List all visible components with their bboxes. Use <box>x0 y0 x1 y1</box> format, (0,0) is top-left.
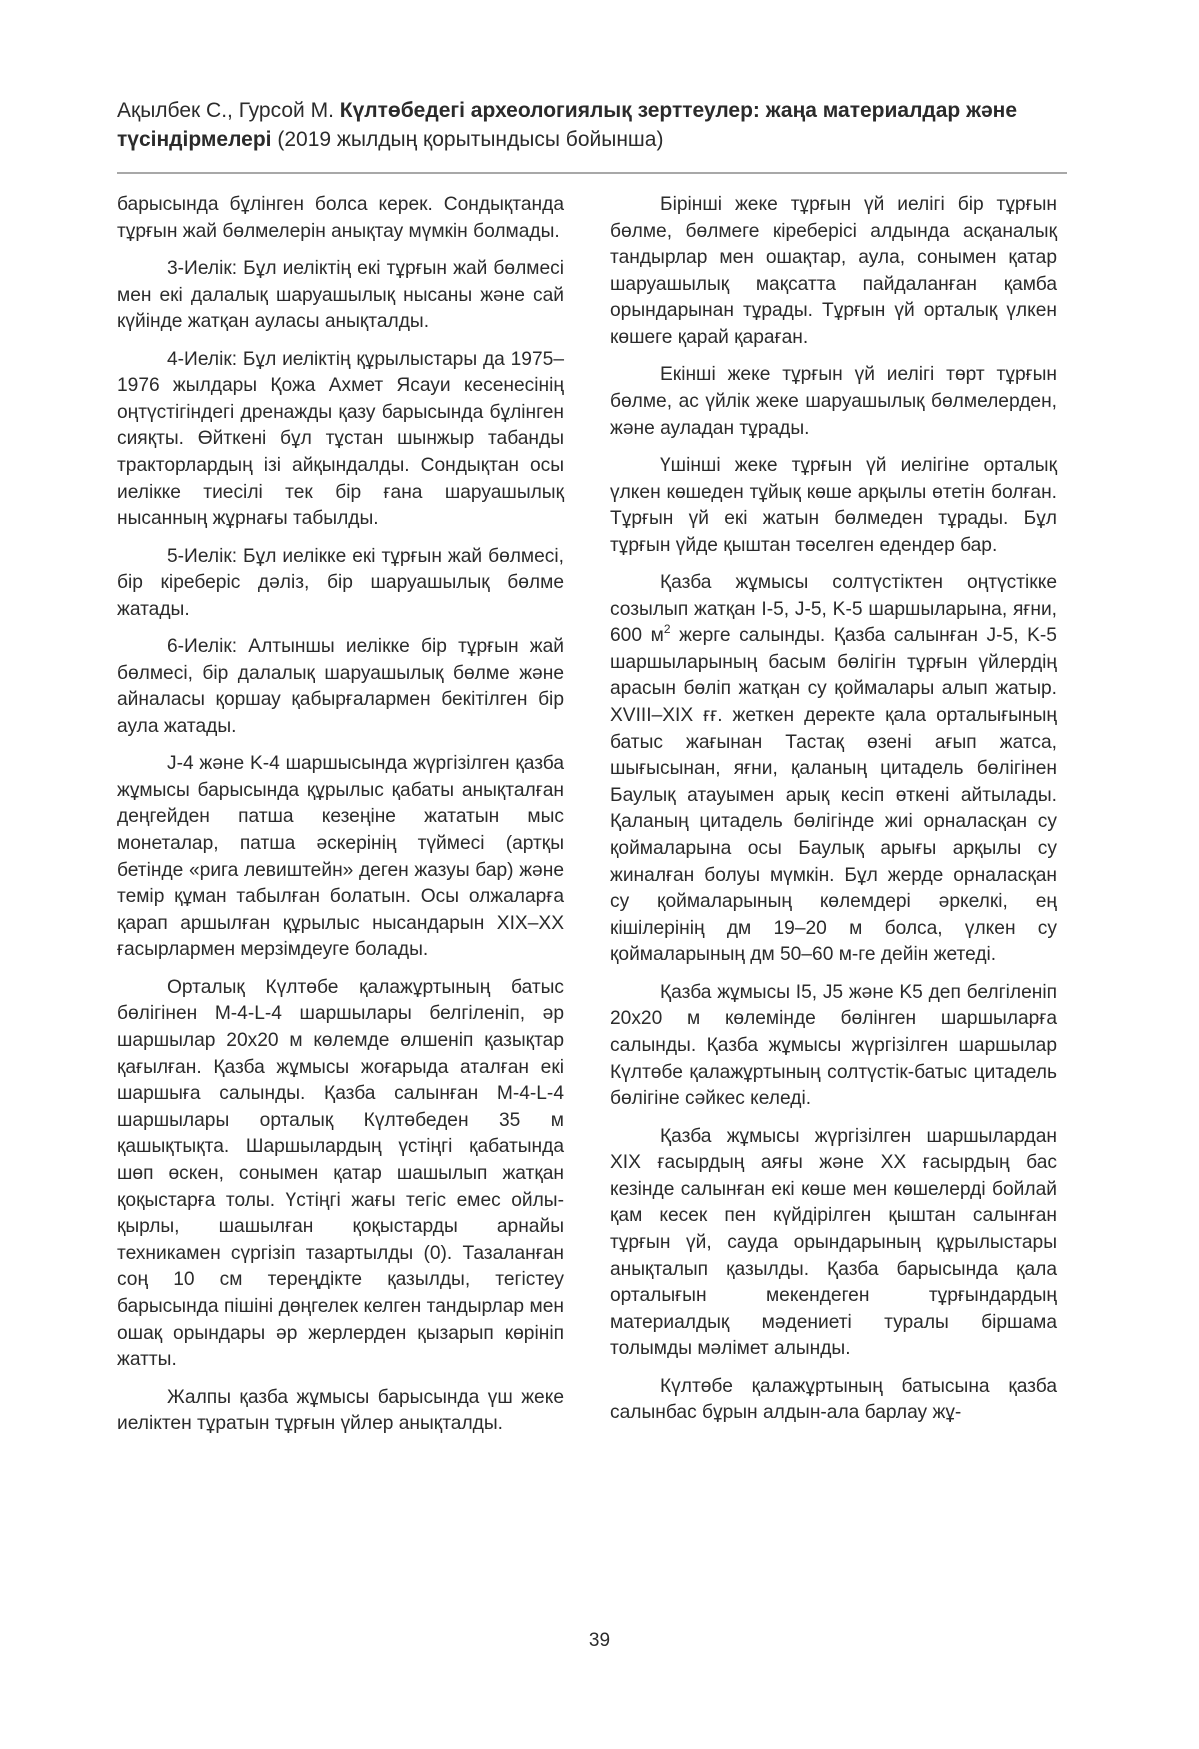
paragraph: 3-Иелік: Бұл иеліктің екі тұрғын жай бөлмесі мен екі далалық шаруашылық нысаны және сай күйінде жатқан ауласы анықталды. <box>117 257 564 333</box>
paragraph: Қазба жұмысы жүргізілген шаршылардан XIX ғасырдың аяғы және XX ғасырдың бас кезінде салынған екі көше мен көшелерді бойлай қам кесек пен күйдірілген қыштан салынған тұрғын үй, сауда орындарының құрылыстары анықталып қазылды. Қазба барысында қала орталығын мекендеген тұрғындардың материалдық мәдениеті туралы біршама толымды мәлімет алынды. <box>610 1125 1057 1360</box>
running-header <box>117 96 1067 154</box>
paragraph: Екінші жеке тұрғын үй иелігі төрт тұрғын бөлме, ас үйлік жеке шаруашылық бөлмелерден, және ауладан тұрады. <box>610 364 1057 439</box>
header-authors: Ақылбек С., Гурсой М. <box>117 99 334 122</box>
paragraph: 5-Иелік: Бұл иелікке екі тұрғын жай бөлмесі, бір кіреберіс дәліз, бір шаруашылық бөлме жатады. <box>117 545 564 620</box>
left-column <box>117 192 564 1438</box>
paragraph: Қазба жұмысы I5, J5 және K5 деп белгіленіп 20x20 м көлемінде бөлінген шаршыларға салынды. Қазба жұмысы жүргізілген шаршылар Күлтөбе қалажұртының солтүстік-батыс цитадель бөлігіне сәйкес келеді. <box>610 981 1057 1110</box>
paragraph: 4-Иелік: Бұл иеліктің құрылыстары да 1975–1976 жылдары Қожа Ахмет Ясауи кесенесінің оңтүстігіндегі дренажды қазу барысында бұлінген сияқты. Өйткені бұл тұстан шынжыр табанды тракторлардың ізі айқындалды. Сондықтан осы иелікке тиесілі тек бір ғана шаруашылық нысанның жұрнағы табылды. <box>117 348 564 530</box>
paragraph: Қазба жұмысы солтүстіктен оңтүстікке созылып жатқан I-5, J-5, K-5 шаршыларына, яғни, 600 $м^2$ жерге салынды. Қазба салынған J-5, K-5 шаршыларының басым бөлігін тұрғын үйлердің арасын бөліп жатқан су қоймалары алып жатыр. XVIII–XIX ғғ. жеткен деректе қала орталығының батыс жағынан Тастақ өзені ағып жатса, шығысынан, яғни, қаланың цитадель бөлігінен Баулық атауымен арық кесіп өткені айтылады. Қаланың цитадель бөлігінде жиі орналасқан су қоймаларына осы Баулық арығы арқылы су жиналған болуы мүмкін. Бұл жерде орналасқан су қоймаларының көлемдері әркелкі, ең кішілерінің дм 19–20 м болса, үлкен су қоймаларының дм 50–60 м-ге дейін жетеді. <box>610 572 1057 966</box>
right-column <box>610 192 1057 1427</box>
paragraph: Күлтөбе қалажұртының батысына қазба салынбас бұрын алдын-ала барлау жұ- <box>610 1375 1057 1424</box>
paragraph: 6-Иелік: Алтыншы иелікке бір тұрғын жай бөлмесі, бір далалық шаруашылық бөлме және айналасы қоршау қабырғалармен бекітілген бір аула жатады. <box>117 636 564 737</box>
header-title: Күлтөбедегі археологиялық зерттеулер: жаңа материалдар және түсіндірмелері <box>117 99 1018 151</box>
page-number: 39 <box>588 1630 611 1651</box>
header-divider <box>117 172 1067 174</box>
header-subtitle: (2019 жылдың қорытындысы бойынша) <box>277 128 664 151</box>
paragraph: Жалпы қазба жұмысы барысында үш жеке иеліктен тұратын тұрғын үйлер анықталды. <box>117 1386 564 1435</box>
paragraph: Үшінші жеке тұрғын үй иелігіне орталық үлкен көшеден тұйық көше арқылы өтетін болған. Тұрғын үй екі жатын бөлмеден тұрады. Бұл тұрғын үйде қыштан төселген едендер бар. <box>610 454 1057 556</box>
paragraph: Бірінші жеке тұрғын үй иелігі бір тұрғын бөлме, бөлмеге кіреберісі алдында асқаналық тандырлар мен ошақтар, аула, сонымен қатар шаруашылық мақсатта пайдаланған қамба орындарынан тұрады. Тұрғын үй орталық үлкен көшеге қарай қараған. <box>610 194 1057 348</box>
paragraph: J-4 және K-4 шаршысында жүргізілген қазба жұмысы барысында құрылыс қабаты анықталған деңгейден патша кезеңіне жататын мыс монеталар, патша әскерінің түймесі (артқы бетінде «рига левиштейн» деген жазуы бар) және темір құман табылған болатын. Осы олжаларға қарап аршылған құрылыс нысандарын XIX–XX ғасырлармен мерзімдеуге болады. <box>117 753 564 961</box>
paragraph: Орталық Күлтөбе қалажұртының батыс бөлігінен M-4-L-4 шаршылары белгіленіп, әр шаршылар 20x20 м көлемде өлшеніп қазықтар қағылған. Қазба жұмысы жоғарыда аталған екі шаршыға салынды. Қазба салынған M-4-L-4 шаршылары орталық Күлтөбеден 35 м қашықтықта. Шаршылардың үстіңгі қабатында шөп өскен, сонымен қатар шашылып жатқан қоқыстарға толы. Үстіңгі жағы тегіс емес ойлы-қырлы, шашылған қоқыстарды арнайы техникамен сүргізіп тазартылды (0). Тазаланған соң 10 см тереңдікте қазылды, тегістеу барысында пішіні дөңгелек келген тандырлар мен ошақ орындары әр жерлерден қызарып көрініп жатты. <box>117 976 564 1371</box>
paragraph: барысында бұлінген болса керек. Сондықтанда тұрғын жай бөлмелерін анықтау мүмкін болмады. <box>117 194 564 242</box>
